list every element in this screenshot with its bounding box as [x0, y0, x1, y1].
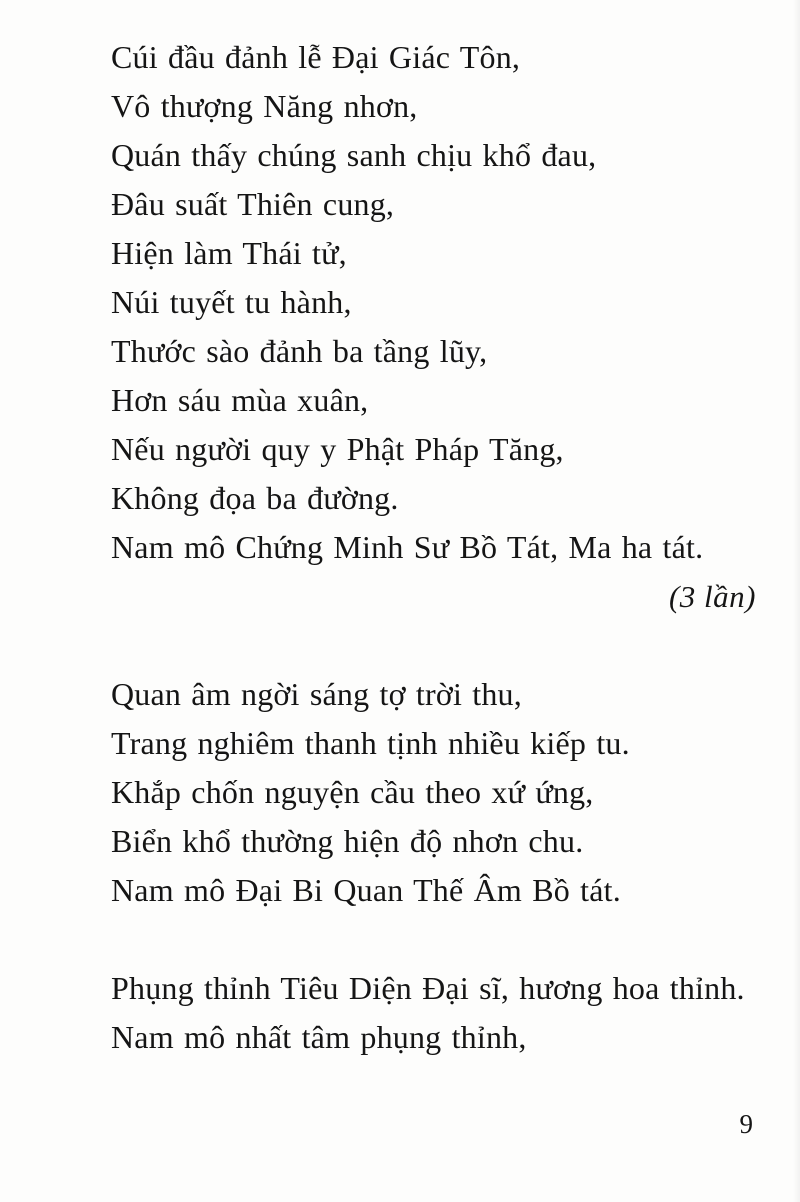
verse-line: Không đọa ba đường. [111, 480, 399, 516]
verse-line: Cúi đầu đảnh lễ Đại Giác Tôn, [111, 39, 521, 75]
verse-line: Hiện làm Thái tử, [111, 235, 347, 271]
verse-line: Quan âm ngời sáng tợ trời thu, [111, 676, 522, 712]
stanza-1 [111, 33, 756, 572]
verse-line: Phụng thỉnh Tiêu Diện Đại sĩ, hương hoa thỉnh. [111, 970, 745, 1006]
verse-line: Biển khổ thường hiện độ nhơn chu. [111, 823, 584, 859]
verse-line: Nếu người quy y Phật Pháp Tăng, [111, 431, 564, 467]
verse-line: Núi tuyết tu hành, [111, 284, 352, 320]
verse-line: Hơn sáu mùa xuân, [111, 382, 369, 418]
repeat-count-note: (3 lần) [668, 579, 756, 614]
verse-line: Nam mô Chứng Minh Sư Bồ Tát, Ma ha tát. [111, 529, 704, 565]
stanza-3 [111, 964, 756, 1062]
verse-line: Nam mô nhất tâm phụng thỉnh, [111, 1019, 527, 1055]
verse-line: Thước sào đảnh ba tầng lũy, [111, 333, 488, 369]
verse-line: Vô thượng Năng nhơn, [111, 88, 418, 124]
verse-line: Đâu suất Thiên cung, [111, 186, 395, 222]
text-block [111, 33, 756, 1062]
verse-line: Khắp chốn nguyện cầu theo xứ ứng, [111, 774, 594, 810]
stanza-2 [111, 670, 756, 915]
verse-line: Nam mô Đại Bi Quan Thế Âm Bồ tát. [111, 872, 621, 908]
page-number: 9 [739, 1109, 753, 1139]
verse-line: Trang nghiêm thanh tịnh nhiều kiếp tu. [111, 725, 630, 761]
scan-edge-artifact [793, 0, 800, 1202]
verse-line: Quán thấy chúng sanh chịu khổ đau, [111, 137, 597, 173]
